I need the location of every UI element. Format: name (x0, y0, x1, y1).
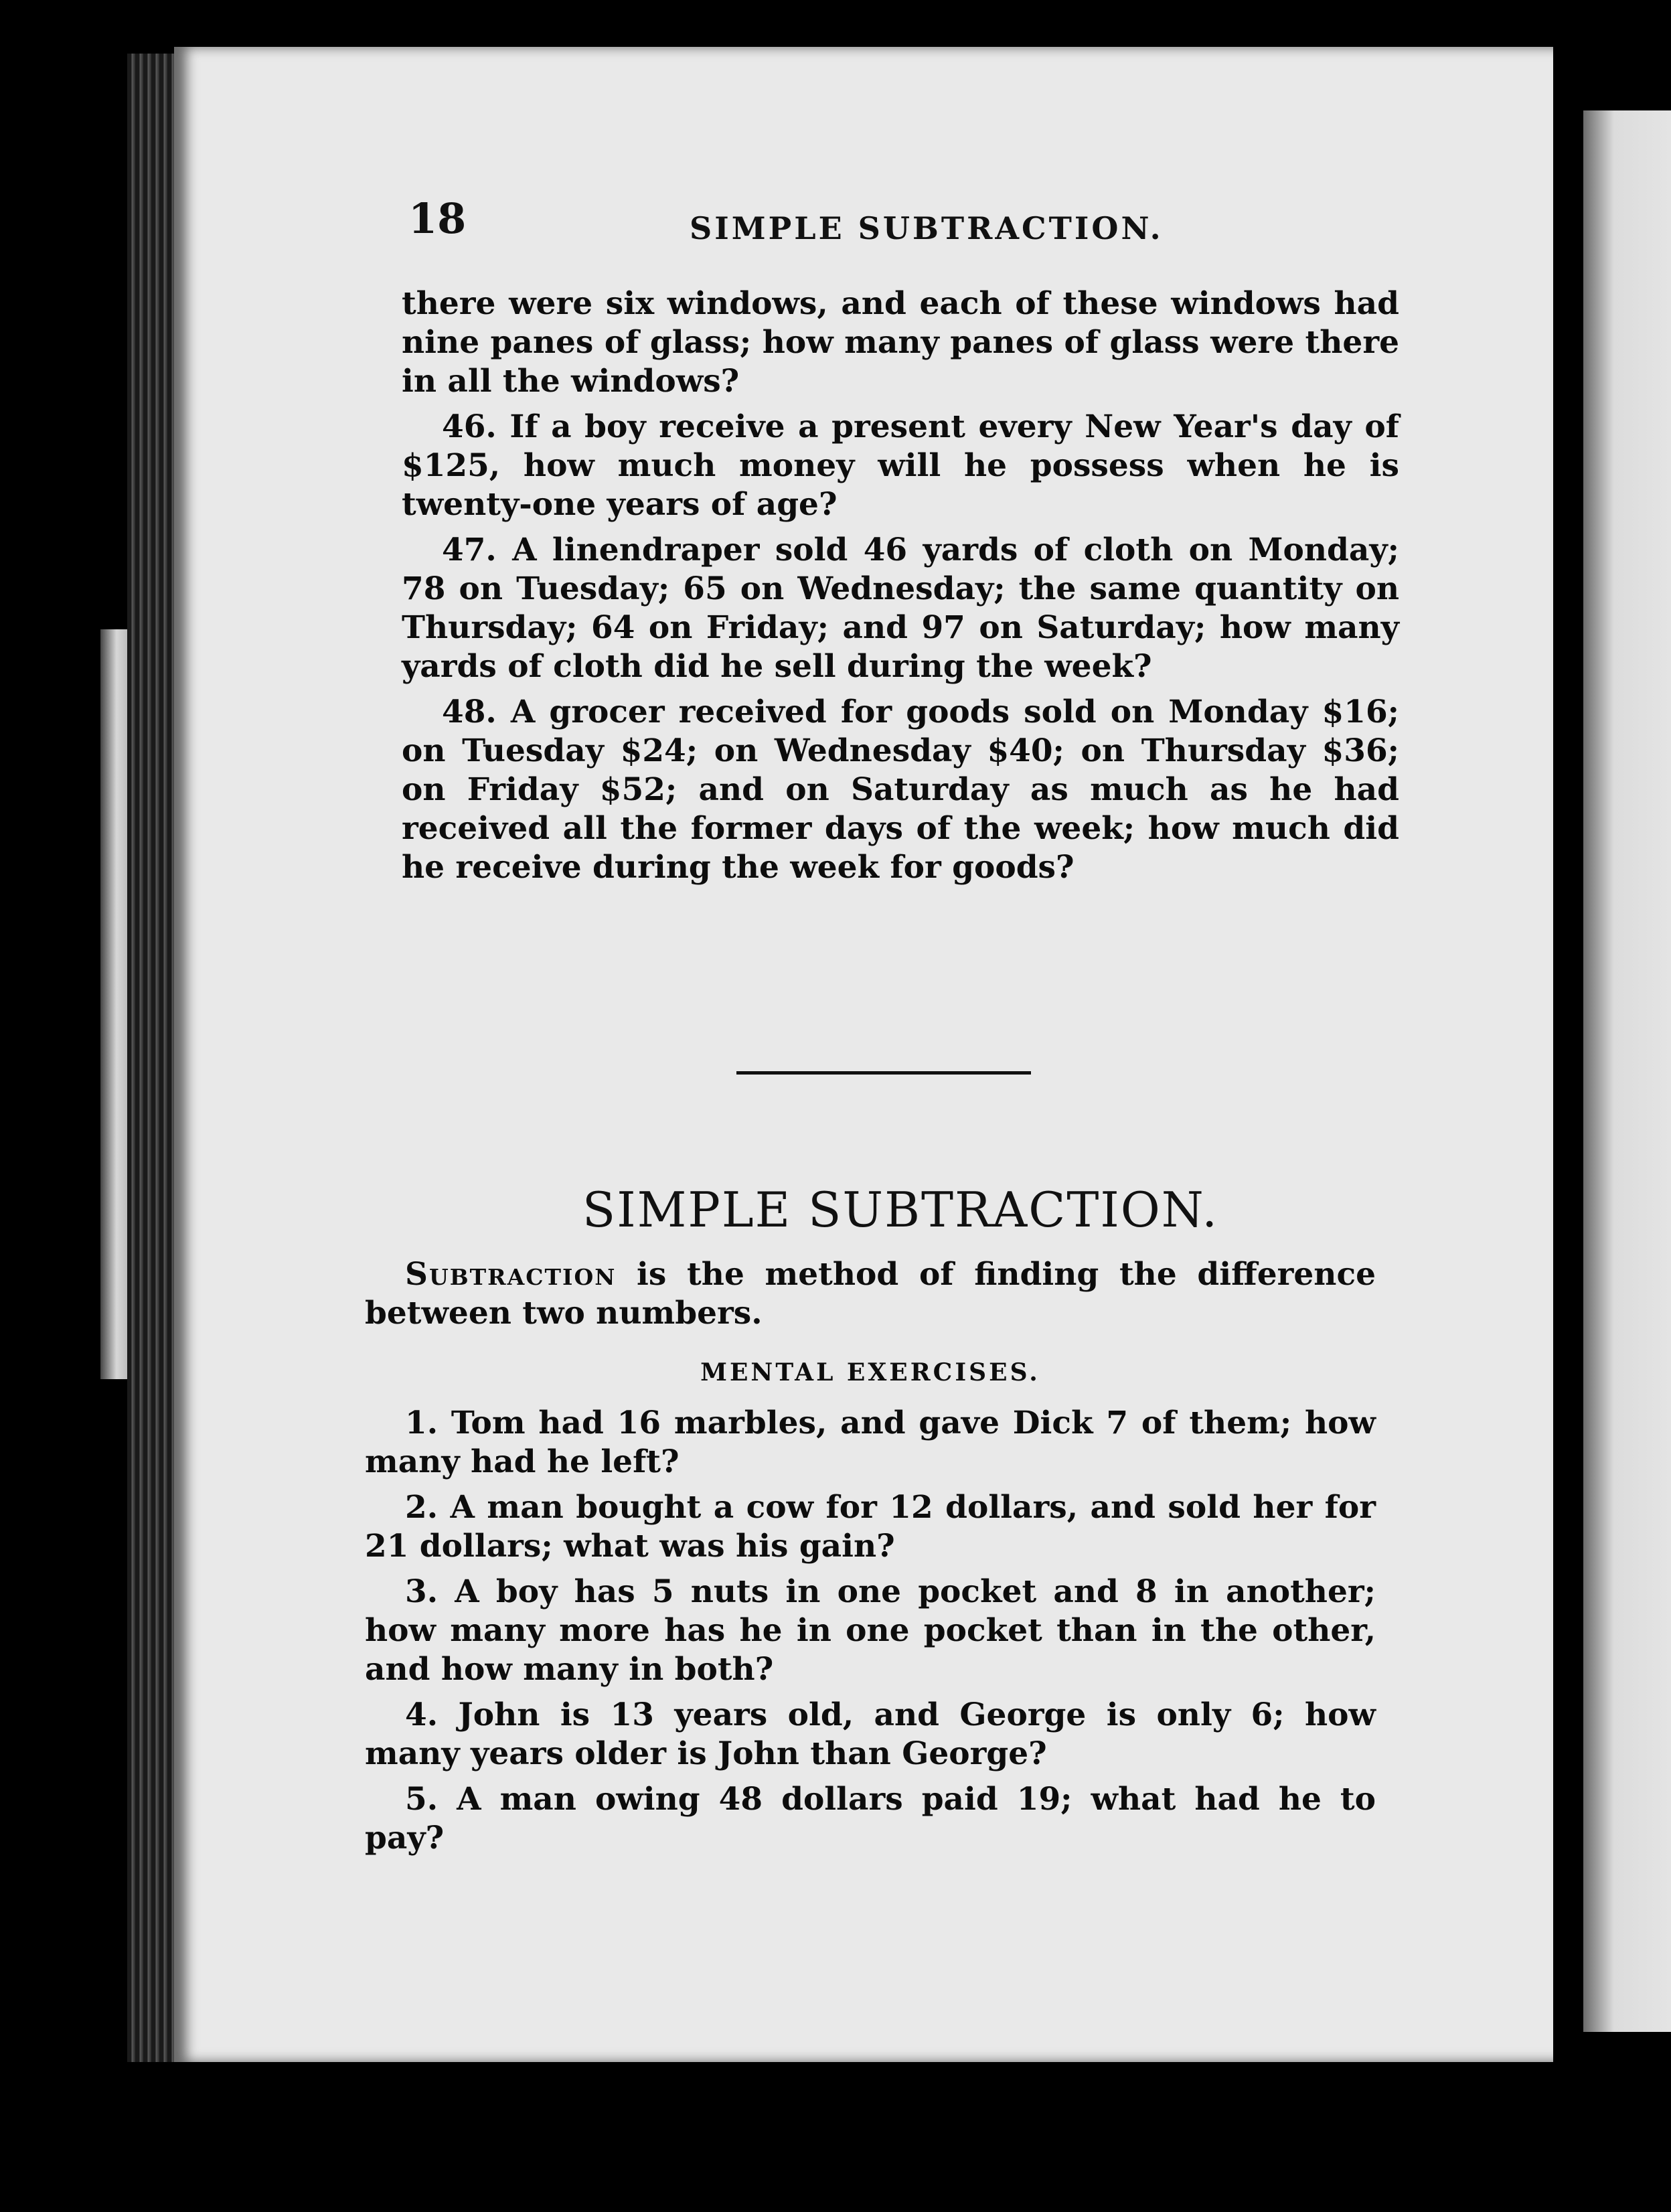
exercise-3: 3. A boy has 5 nuts in one pocket and 8 in another; how many more has he in one pocket than in the other, and how many in both? (365, 1573, 1376, 1688)
facing-page-edge (1583, 110, 1671, 2032)
section-divider (736, 1071, 1031, 1075)
section-title: SIMPLE SUBTRACTION. (582, 1182, 1219, 1238)
exercise-46: 46. If a boy receive a present every New Year's day of $125, how much money will he possess when he is twenty-one years of age? (402, 408, 1399, 523)
exercise-4: 4. John is 13 years old, and George is only 6; how many years older is John than George? (365, 1696, 1376, 1772)
exercise-48: 48. A grocer received for goods sold on Monday $16; on Tuesday $24; on Wednesday $40; on Thursday $36; on Friday $52; and on Saturday as much as he had received all the former days of the week; how much did he receive during the week for goods? (402, 694, 1399, 886)
definition (365, 1255, 1376, 1333)
paragraph-continuation: there were six windows, and each of these windows had nine panes of glass; how many panes of glass were there in all the windows? (402, 285, 1399, 400)
page-header (408, 194, 1480, 248)
exercise-5: 5. A man owing 48 dollars paid 19; what had he to pay? (365, 1781, 1376, 1856)
mental-exercises-heading: MENTAL EXERCISES. (700, 1358, 1040, 1387)
exercise-47: 47. A linendraper sold 46 yards of cloth on Monday; 78 on Tuesday; 65 on Wednesday; the same quantity on Thursday; 64 on Friday; and 97 on Saturday; how many yards of cloth did he sell during the week? (402, 532, 1399, 685)
page-number: 18 (408, 194, 467, 243)
exercise-2: 2. A man bought a cow for 12 dollars, and sold her for 21 dollars; what was his gain? (365, 1489, 1376, 1565)
subtraction-section (365, 1255, 1376, 1865)
running-head: SIMPLE SUBTRACTION. (690, 210, 1164, 246)
definition-text: is the method of finding the difference between two numbers. (365, 1256, 1376, 1332)
definition-term: Subtraction (405, 1256, 617, 1293)
exercise-1: 1. Tom had 16 marbles, and gave Dick 7 of them; how many had he left? (365, 1405, 1376, 1480)
continued-exercises (402, 285, 1399, 894)
